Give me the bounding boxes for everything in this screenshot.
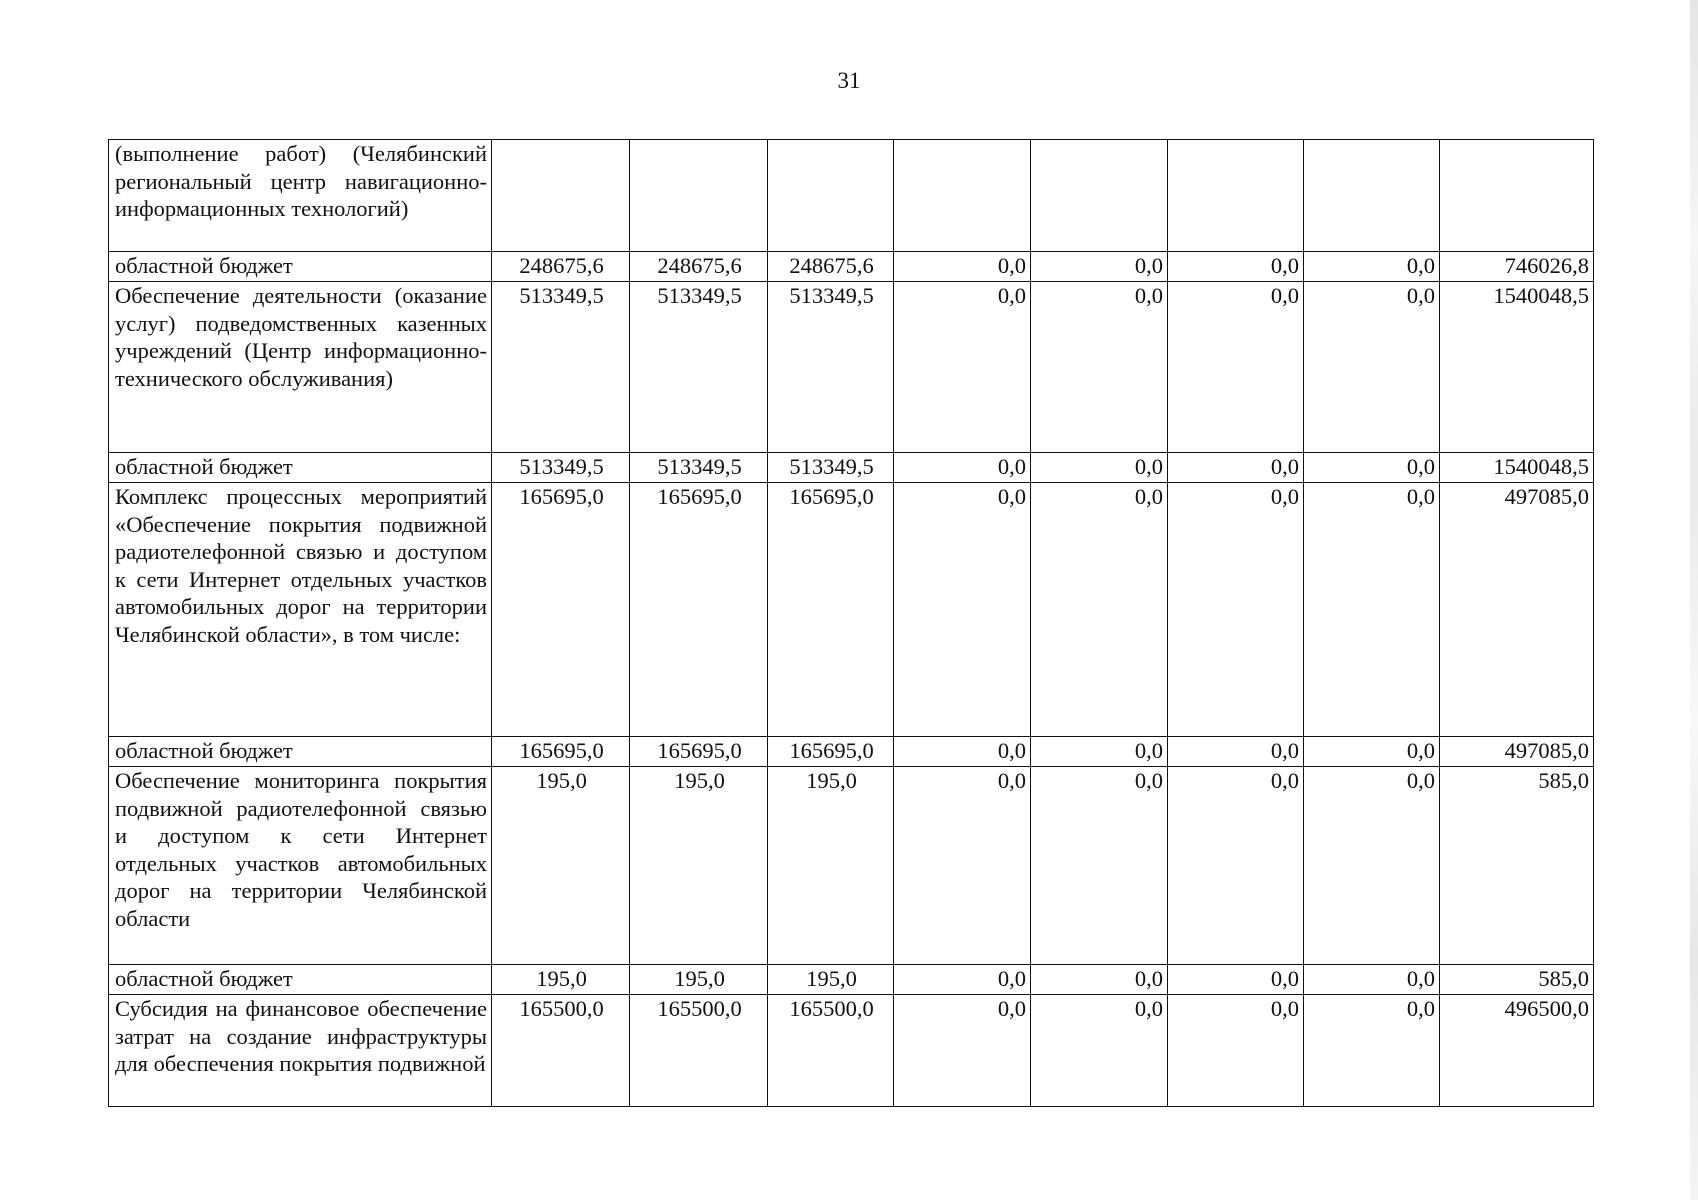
row-value-cell — [768, 140, 894, 252]
row-value-cell: 513349,5 — [768, 453, 894, 483]
page-number: 31 — [837, 68, 861, 93]
row-value-cell: 195,0 — [768, 767, 894, 965]
row-value-cell: 513349,5 — [492, 282, 630, 453]
row-value-cell: 165500,0 — [630, 995, 768, 1107]
row-total-cell: 1540048,5 — [1440, 282, 1594, 453]
row-value-cell — [894, 140, 1031, 252]
row-value-cell: 0,0 — [1168, 737, 1304, 767]
table-row — [109, 453, 1594, 483]
row-value-cell: 0,0 — [1031, 483, 1168, 737]
row-value-cell: 195,0 — [768, 965, 894, 995]
table-row — [109, 737, 1594, 767]
row-value-cell: 513349,5 — [768, 282, 894, 453]
row-description: Обеспечение мониторинга покрытия подвижной радиотелефонной связью и доступом к сети Интернет отдельных участков автомобильных дорог на территории Челябинской области — [109, 767, 492, 965]
row-value-cell: 513349,5 — [630, 282, 768, 453]
row-value-cell: 165695,0 — [492, 483, 630, 737]
row-value-cell: 513349,5 — [630, 453, 768, 483]
row-value-cell: 0,0 — [1304, 965, 1440, 995]
row-value-cell: 0,0 — [1168, 483, 1304, 737]
row-total-cell — [1440, 140, 1594, 252]
row-value-cell: 0,0 — [894, 965, 1031, 995]
row-value-cell: 165695,0 — [768, 737, 894, 767]
row-value-cell — [492, 140, 630, 252]
row-description: областной бюджет — [109, 965, 492, 995]
row-description: Комплекс процессных мероприятий «Обеспечение покрытия подвижной радиотелефонной связью и доступом к сети Интернет отдельных участков автомобильных дорог на территории Челябинской области», в том числе: — [109, 483, 492, 737]
row-value-cell: 0,0 — [1031, 767, 1168, 965]
row-value-cell: 248675,6 — [768, 252, 894, 282]
row-value-cell: 0,0 — [1031, 453, 1168, 483]
row-value-cell: 165500,0 — [768, 995, 894, 1107]
table-row — [109, 282, 1594, 453]
row-description: областной бюджет — [109, 252, 492, 282]
table-row — [109, 965, 1594, 995]
row-value-cell: 0,0 — [1168, 453, 1304, 483]
row-value-cell: 0,0 — [894, 767, 1031, 965]
row-value-cell: 0,0 — [1031, 965, 1168, 995]
row-value-cell: 0,0 — [894, 483, 1031, 737]
row-value-cell: 195,0 — [630, 965, 768, 995]
row-total-cell: 585,0 — [1440, 767, 1594, 965]
row-value-cell: 0,0 — [1031, 737, 1168, 767]
row-value-cell: 165695,0 — [768, 483, 894, 737]
row-value-cell: 0,0 — [1304, 737, 1440, 767]
row-value-cell: 0,0 — [1168, 995, 1304, 1107]
row-value-cell: 513349,5 — [492, 453, 630, 483]
table-row — [109, 252, 1594, 282]
row-value-cell: 0,0 — [1031, 282, 1168, 453]
row-value-cell: 0,0 — [1304, 767, 1440, 965]
row-value-cell: 0,0 — [894, 282, 1031, 453]
row-value-cell: 0,0 — [1168, 282, 1304, 453]
row-value-cell: 0,0 — [894, 252, 1031, 282]
row-description: Обеспечение деятельности (оказание услуг) подведомственных казенных учреждений (Центр информационно-технического обслуживания) — [109, 282, 492, 453]
row-total-cell: 497085,0 — [1440, 737, 1594, 767]
row-value-cell: 0,0 — [1304, 483, 1440, 737]
row-value-cell: 165695,0 — [630, 737, 768, 767]
row-value-cell: 0,0 — [1304, 453, 1440, 483]
row-total-cell: 585,0 — [1440, 965, 1594, 995]
table-row — [109, 483, 1594, 737]
row-description: областной бюджет — [109, 737, 492, 767]
row-value-cell: 165695,0 — [630, 483, 768, 737]
table-row — [109, 140, 1594, 252]
row-value-cell: 0,0 — [894, 995, 1031, 1107]
row-total-cell: 746026,8 — [1440, 252, 1594, 282]
row-value-cell — [1031, 140, 1168, 252]
row-value-cell: 0,0 — [1031, 995, 1168, 1107]
row-value-cell: 165500,0 — [492, 995, 630, 1107]
scan-edge-artifact — [1690, 0, 1698, 1200]
row-value-cell: 0,0 — [1304, 995, 1440, 1107]
table-row — [109, 995, 1594, 1107]
row-value-cell — [1168, 140, 1304, 252]
row-value-cell — [1304, 140, 1440, 252]
row-value-cell: 0,0 — [1168, 252, 1304, 282]
table-row — [109, 767, 1594, 965]
row-value-cell: 195,0 — [630, 767, 768, 965]
row-description: областной бюджет — [109, 453, 492, 483]
table-body — [109, 140, 1594, 1107]
row-value-cell: 0,0 — [1168, 767, 1304, 965]
row-value-cell: 195,0 — [492, 767, 630, 965]
row-value-cell: 0,0 — [1304, 252, 1440, 282]
row-value-cell: 195,0 — [492, 965, 630, 995]
row-value-cell: 165695,0 — [492, 737, 630, 767]
row-value-cell: 248675,6 — [492, 252, 630, 282]
row-description: (выполнение работ) (Челябинский региональный центр навигационно-информационных технологий) — [109, 140, 492, 252]
row-value-cell: 0,0 — [1031, 252, 1168, 282]
row-description: Субсидия на финансовое обеспечение затрат на создание инфраструктуры для обеспечения покрытия подвижной — [109, 995, 492, 1107]
row-value-cell: 248675,6 — [630, 252, 768, 282]
row-value-cell: 0,0 — [894, 453, 1031, 483]
row-value-cell: 0,0 — [1168, 965, 1304, 995]
row-total-cell: 497085,0 — [1440, 483, 1594, 737]
row-total-cell: 496500,0 — [1440, 995, 1594, 1107]
budget-table — [108, 139, 1594, 1107]
row-value-cell — [630, 140, 768, 252]
row-total-cell: 1540048,5 — [1440, 453, 1594, 483]
row-value-cell: 0,0 — [894, 737, 1031, 767]
row-value-cell: 0,0 — [1304, 282, 1440, 453]
